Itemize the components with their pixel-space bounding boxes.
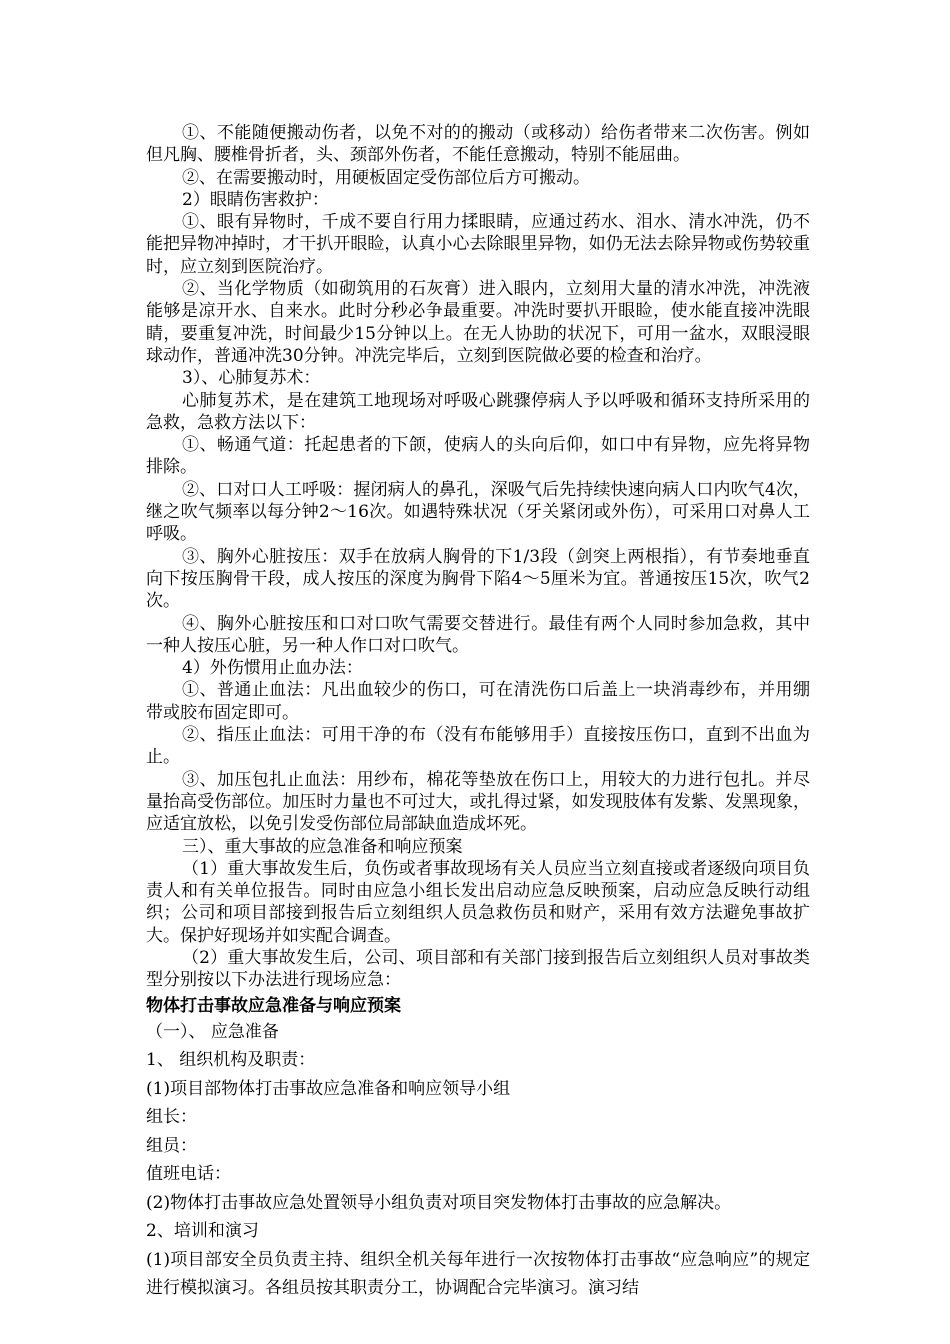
paragraph: ①、普通止血法：凡出血较少的伤口，可在清洗伤口后盖上一块消毒纱布，并用绷带或胶布固定即可。 bbox=[146, 680, 810, 723]
paragraph: 4）外伤惯用止血办法： bbox=[182, 658, 363, 679]
paragraph: 三）、重大事故的应急准备和响应预案 bbox=[182, 836, 463, 857]
paragraph: 2）眼睛伤害救护： bbox=[182, 189, 329, 210]
paragraph: ①、眼有异物时，千成不要自行用力揉眼睛，应通过药水、泪水、清水冲洗，仍不能把异物冲掉时，才干扒开眼睑，认真小心去除眼里异物，如仍无法去除异物或伤势较重时，应立刻到医院治疗。 bbox=[146, 212, 810, 277]
paragraph: ①、畅通气道：托起患者的下颌，使病人的头向后仰，如口中有异物，应先将异物排除。 bbox=[146, 435, 810, 478]
paragraph: (1)项目部安全员负责主持、组织全机关每年进行一次按物体打击事故“应急响应”的规定进行模拟演习。各组员按其职责分工，协调配合完毕演习。演习结 bbox=[146, 1249, 810, 1299]
paragraph: 心肺复苏术，是在建筑工地现场对呼吸心跳骤停病人予以呼吸和循环支持所采用的急救，急救方法以下： bbox=[146, 390, 810, 433]
paragraph: ②、口对口人工呼吸：握闭病人的鼻孔，深吸气后先持续快速向病人口内吹气4次，继之吹气频率以每分钟2～16次。如遇特殊状况（牙关紧闭或外伤），可采用口对鼻人工呼吸。 bbox=[146, 479, 810, 545]
paragraph: 组长： bbox=[146, 1107, 197, 1128]
paragraph: ④、胸外心脏按压和口对口吹气需要交替进行。最佳有两个人同时参加急救，其中一种人按压心脏，另一种人作口对口吹气。 bbox=[146, 613, 810, 656]
paragraph: ②、当化学物质（如砌筑用的石灰膏）进入眼内，立刻用大量的清水冲洗，冲洗液能够是凉开水、自来水。此时分秒必争最重要。冲洗时要扒开眼睑，使水能直接冲洗眼睛，要重复冲洗，时间最少15分钟以上。在无人协助的状况下，可用一盆水，双眼浸眼球动作，普通冲洗30分钟。冲洗完毕后，立刻到医院做必要的检查和治疗。 bbox=[146, 279, 810, 366]
section-heading: 物体打击事故应急准备与响应预案 bbox=[146, 995, 401, 1016]
paragraph: 组员： bbox=[146, 1135, 197, 1156]
section-emergency-preparation bbox=[146, 1018, 810, 1303]
paragraph: ①、不能随便搬动伤者，以免不对的的搬动（或移动）给伤者带来二次伤害。例如但凡胸、腰椎骨折者，头、颈部外伤者，不能任意搬动，特别不能屈曲。 bbox=[146, 123, 810, 166]
paragraph: ③、胸外心脏按压：双手在放病人胸骨的下1/3段（剑突上两根指），有节奏地垂直向下按压胸骨干段，成人按压的深度为胸骨下陷4～5厘米为宜。普通按压15次，吹气2次。 bbox=[146, 546, 810, 612]
paragraph: （一）、 应急准备 bbox=[146, 1021, 279, 1042]
paragraph: (1)项目部物体打击事故应急准备和响应领导小组 bbox=[146, 1078, 511, 1099]
paragraph: ②、指压止血法：可用干净的布（没有布能够用手）直接按压伤口，直到不出血为止。 bbox=[146, 725, 810, 768]
paragraph: 2、培训和演习 bbox=[146, 1221, 259, 1242]
section-first-aid bbox=[146, 122, 810, 992]
paragraph: (2)物体打击事故应急处置领导小组负责对项目突发物体打击事故的应急解决。 bbox=[146, 1192, 732, 1213]
paragraph: ②、在需要搬动时，用硬板固定受伤部位后方可搬动。 bbox=[182, 167, 590, 188]
paragraph: 1、 组织机构及职责： bbox=[146, 1050, 316, 1071]
paragraph: （1）重大事故发生后，负伤或者事故现场有关人员应当立刻直接或者逐级向项目负责人和有关单位报告。同时由应急小组长发出启动应急反映预案，启动应急反映行动组织；公司和项目部接到报告后立刻组织人员急救伤员和财产，采用有效方法避免事故扩大。保护好现场并如实配合调查。 bbox=[146, 858, 810, 946]
paragraph: （2）重大事故发生后，公司、项目部和有关部门接到报告后立刻组织人员对事故类型分别按以下办法进行现场应急： bbox=[146, 947, 810, 991]
paragraph: 值班电话： bbox=[146, 1164, 231, 1185]
paragraph: 3）、心肺复苏术： bbox=[182, 368, 321, 389]
paragraph: ③、加压包扎止血法：用纱布，棉花等垫放在伤口上，用较大的力进行包扎。并尽量抬高受伤部位。加压时力量也不可过大，或扎得过紧，如发现肢体有发紫、发黑现象，应适宜放松，以免引发受伤部位局部缺血造成坏死。 bbox=[146, 769, 810, 835]
